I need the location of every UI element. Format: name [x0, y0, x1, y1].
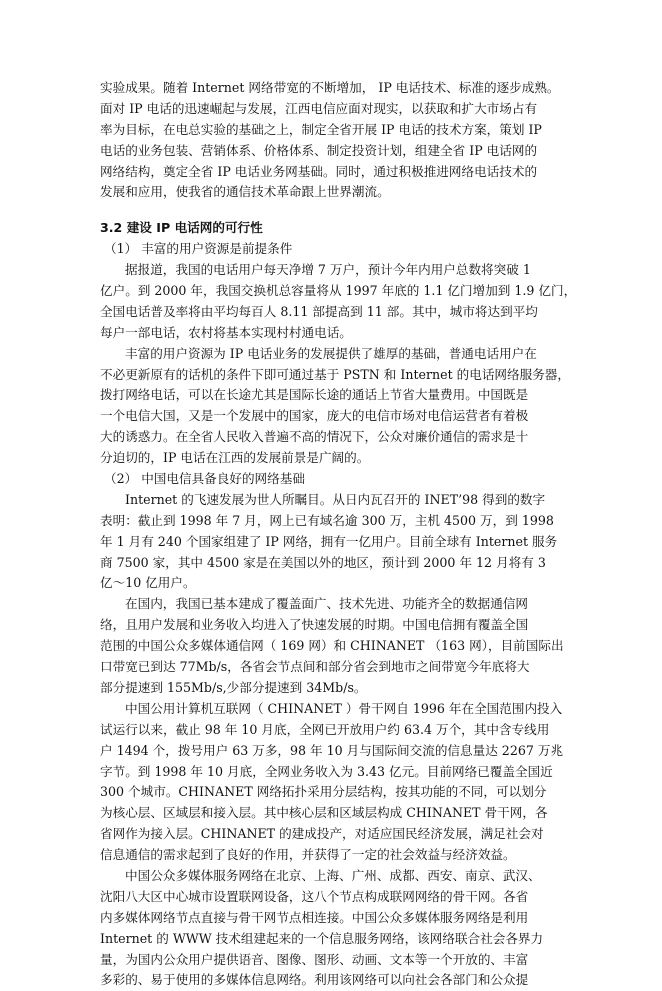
text-line: Internet 的 WWW 技术组建起来的一个信息服务网络，该网络联合社会各界力: [100, 930, 544, 946]
text-line: 部分提速到 155Mb/s,少部分提速到 34Mb/s。: [100, 679, 367, 695]
text-line: 信息通信的需求起到了良好的作用，并获得了一定的社会效益与经济效益。: [100, 847, 516, 863]
text-line: 沈阳八大区中心城市设置联网设备，这八个节点构成联网网络的骨干网。各省: [100, 888, 529, 904]
text-line: 不必更新原有的话机的条件下即可通过基于 PSTN 和 Internet 的电话网络服务器，: [100, 366, 570, 382]
text-line: 电话的业务包装、营销体系、价格体系、制定投资计划，组建全省 IP 电话网的: [100, 142, 538, 158]
text-line: 每户一部电话，农村将基本实现村村通电话。: [100, 324, 352, 340]
section-heading: 3.2 建设 IP 电话网的可行性: [100, 220, 263, 236]
text-line: 省网作为接入层。CHINANET 的建成投产，对适应国民经济发展，满足社会对: [100, 826, 544, 842]
text-line: 试运行以来，截止 98 年 10 月底，全网已开放用户约 63.4 万个，其中含专线用: [100, 721, 550, 737]
text-line: 年 1 月有 240 个国家组建了 IP 网络，拥有一亿用户。目前全球有 Internet 服务: [100, 533, 558, 549]
item1-paragraph-2: [100, 344, 570, 469]
text-line: 亿户。到 2000 年，我国交换机总容量将从 1997 年底的 1.1 亿门增加到 1.9 亿门，: [100, 283, 577, 299]
text-line: 亿～10 亿用户。: [100, 575, 196, 591]
text-line: 据报道，我国的电话用户每天净增 7 万户，预计今年内用户总数将突破 1: [125, 262, 531, 278]
text-line: 发展和应用，使我省的通信技术革命跟上世界潮流。: [100, 184, 390, 200]
text-line: 在国内，我国已基本建成了覆盖面广、技术先进、功能齐全的数据通信网: [125, 596, 528, 612]
text-line: 商 7500 家，其中 4500 家是在美国以外的地区，预计到 2000 年 12 月将有 3: [100, 554, 546, 570]
item2-paragraph-4: [100, 866, 562, 991]
text-line: 多彩的、易于使用的多媒体信息网络。利用该网络可以向社会各部门和公众提: [100, 972, 529, 988]
text-line: 丰富的用户资源为 IP 电话业务的发展提供了雄厚的基础，普通电话用户在: [125, 345, 537, 361]
text-line: 中国公众多媒体服务网络在北京、上海、广州、成都、西安、南京、武汉、: [125, 867, 541, 883]
text-line: 中国公用计算机互联网（ CHINANET ）骨干网自 1996 年在全国范围内投入: [125, 700, 563, 716]
spacer: [100, 203, 562, 218]
item2-title: （2） 中国电信具备良好的网络基础: [104, 471, 305, 487]
text-line: 分迫切的，IP 电话在江西的发展前景是广阔的。: [100, 450, 370, 466]
intro-paragraph: [100, 78, 562, 203]
text-line: 量，为国内公众用户提供语音、图像、图形、动画、文本等一个开放的、丰富: [100, 951, 529, 967]
text-line: Internet 的飞速发展为世人所瞩目。从日内瓦召开的 INET’98 得到的数字: [125, 491, 546, 507]
text-line: 大的诱惑力。在全省人民收入普遍不高的情况下，公众对廉价通信的需求是十: [100, 429, 529, 445]
item2-paragraph-1: [100, 490, 562, 594]
text-line: 范围的中国公众多媒体通信网（ 169 网）和 CHINANET （163 网），目前国际出: [100, 638, 564, 654]
item1-title: （1） 丰富的用户资源是前提条件: [104, 241, 293, 257]
document-page: [100, 78, 577, 991]
item2-paragraph-2: [100, 594, 562, 698]
text-line: 一个电信大国，又是一个发展中的国家，庞大的电信市场对电信运营者有着极: [100, 408, 529, 424]
text-line: 为核心层、区域层和接入层。其中核心层和区域层构成 CHINANET 骨干网，各: [100, 805, 548, 821]
text-line: 表明：截止到 1998 年 7 月，网上已有域名逾 300 万，主机 4500 万，到 1998: [100, 512, 554, 528]
text-line: 实验成果。随着 Internet 网络带宽的不断增加， IP 电话技术、标准的逐步成熟。: [100, 80, 560, 95]
text-line: 字节。到 1998 年 10 月底，全网业务收入为 3.43 亿元。目前网络已覆盖全国近: [100, 763, 553, 779]
text-line: 口带宽已到达 77Mb/s，各省会节点间和部分省会到地市之间带宽今年底将大: [100, 659, 530, 675]
text-line: 内多媒体网络节点直接与骨干网节点相连接。中国公众多媒体服务网络是利用: [100, 909, 529, 925]
text-line: 络，且用户发展和业务收入均进入了快速发展的时期。中国电信拥有覆盖全国: [100, 617, 529, 633]
text-line: 网络结构，奠定全省 IP 电话业务网基础。同时，通过积极推进网络电话技术的: [100, 163, 538, 179]
item1-paragraph-1: [100, 260, 577, 344]
text-line: 全国电话普及率将由平均每百人 8.11 部提高到 11 部。其中，城市将达到平均: [100, 303, 538, 319]
item2-paragraph-3: [100, 699, 562, 866]
text-line: 面对 IP 电话的迅速崛起与发展，江西电信应面对现实，以获取和扩大市场占有: [100, 100, 538, 116]
text-line: 户 1494 个，拨号用户 63 万多，98 年 10 月与国际间交流的信息量达 2267 万兆: [100, 742, 564, 758]
text-line: 300 个城市。CHINANET 网络拓扑采用分层结构，按其功能的不同，可以划分: [100, 784, 547, 800]
text-line: 拨打网络电话，可以在长途尤其是国际长途的通话上节省大量费用。中国既是: [100, 387, 529, 403]
text-line: 率为目标，在电总实验的基础之上，制定全省开展 IP 电话的技术方案，策划 IP: [100, 121, 542, 137]
